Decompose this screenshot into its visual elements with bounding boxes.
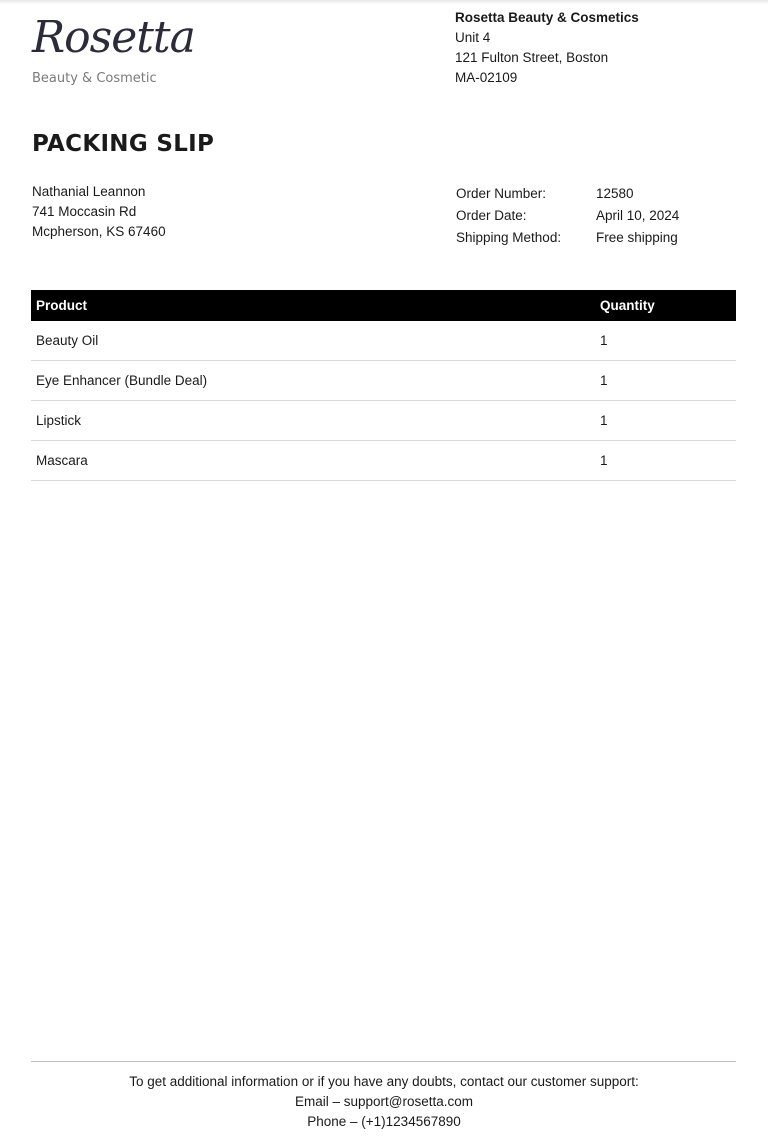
logo-wordmark: Rosetta (32, 12, 195, 63)
customer-street: 741 Moccasin Rd (32, 204, 137, 219)
table-row (31, 401, 736, 441)
customer-city: Mcpherson, KS 67460 (32, 224, 166, 239)
document-title: PACKING SLIP (32, 131, 215, 157)
quantity-cell: 1 (600, 333, 608, 348)
quantity-cell: 1 (600, 373, 608, 388)
order-number-row (456, 183, 679, 205)
quantity-cell: 1 (600, 453, 608, 468)
customer-address (32, 182, 166, 242)
footer-support-text: To get additional information or if you have any doubts, contact our customer support: (129, 1074, 639, 1089)
shipping-method-value: Free shipping (596, 230, 678, 245)
company-name: Rosetta Beauty & Cosmetics (455, 10, 639, 25)
product-cell: Eye Enhancer (Bundle Deal) (36, 373, 208, 388)
company-address-line: MA-02109 (455, 70, 518, 85)
company-address (455, 8, 639, 88)
items-table-header (31, 290, 736, 321)
product-cell: Lipstick (36, 413, 82, 428)
table-row (31, 361, 736, 401)
footer-phone: Phone – (+1)1234567890 (307, 1114, 461, 1129)
quantity-cell: 1 (600, 413, 608, 428)
shipping-method-label: Shipping Method: (456, 230, 562, 245)
product-cell: Beauty Oil (36, 333, 99, 348)
footer-email: Email – support@rosetta.com (294, 1094, 474, 1109)
page-top-edge (0, 0, 768, 4)
order-number-value: 12580 (596, 186, 634, 201)
order-date-row (456, 205, 679, 227)
order-date-value: April 10, 2024 (596, 208, 680, 223)
shipping-method-row (456, 227, 679, 249)
company-address-line: Unit 4 (455, 30, 491, 45)
order-details (456, 183, 679, 249)
order-number-label: Order Number: (456, 186, 547, 201)
items-table (31, 290, 736, 481)
brand-logo (32, 10, 195, 90)
product-column-header: Product (36, 298, 88, 313)
product-cell: Mascara (36, 453, 88, 468)
company-address-line: 121 Fulton Street, Boston (455, 50, 609, 65)
customer-name: Nathanial Leannon (32, 184, 146, 199)
quantity-column-header: Quantity (600, 298, 655, 313)
logo-tagline: Beauty & Cosmetic (32, 71, 157, 86)
footer-support-info (0, 1072, 768, 1132)
order-date-label: Order Date: (456, 208, 527, 223)
table-row (31, 321, 736, 361)
footer-divider (31, 1061, 736, 1062)
table-row (31, 441, 736, 481)
